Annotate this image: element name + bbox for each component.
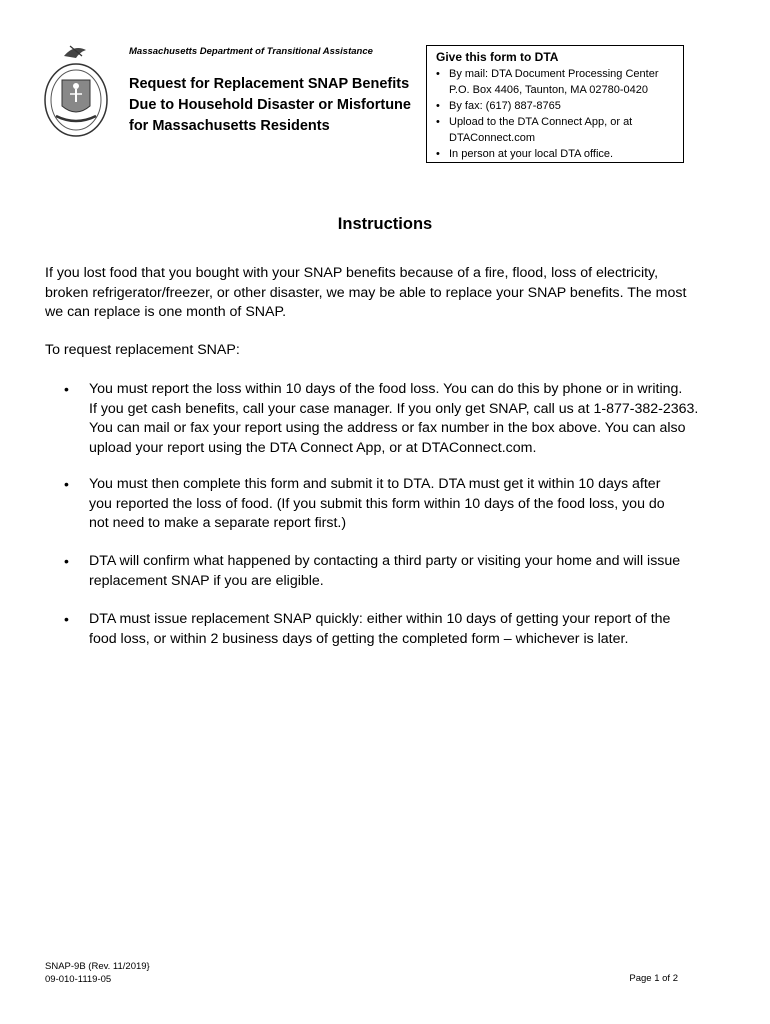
bullet-line: not need to make a separate report first.) bbox=[89, 515, 347, 531]
form-title-line: Request for Replacement SNAP Benefits bbox=[129, 76, 410, 92]
bullet-line: DTA must issue replacement SNAP quickly: either within 10 days of getting your report of the bbox=[89, 611, 671, 627]
bullet-line: If you get cash benefits, call your case manager. If you only get SNAP, call us at 1-877-382-2363. bbox=[89, 400, 699, 417]
submission-info-box bbox=[426, 45, 684, 163]
bullet-icon: • bbox=[64, 381, 69, 397]
agency-name: Massachusetts Department of Transitional Assistance bbox=[129, 46, 373, 57]
bullet-icon: • bbox=[436, 148, 440, 160]
bullet-line: upload your report using the DTA Connect App, or at DTAConnect.com. bbox=[89, 439, 537, 456]
intro-paragraph bbox=[45, 264, 735, 323]
submission-method-item bbox=[436, 114, 675, 146]
submission-method-text: In person at your local DTA office. bbox=[449, 148, 614, 160]
bullet-line: You must then complete this form and submit it to DTA. DTA must get it within 10 days after bbox=[89, 476, 661, 492]
bullet-line: food loss, or within 2 business days of getting the completed form – whichever is later. bbox=[89, 630, 629, 647]
submission-method-text: Upload to the DTA Connect App, or at bbox=[449, 116, 633, 128]
submission-box-heading: Give this form to DTA bbox=[436, 50, 559, 64]
bullet-line: you reported the loss of food. (If you submit this form within 10 days of the food loss, you do bbox=[89, 495, 665, 512]
form-code: 09-010-1119-05 bbox=[45, 974, 112, 985]
bullet-icon: • bbox=[64, 553, 69, 569]
submission-method-text: By mail: DTA Document Processing Center bbox=[449, 68, 659, 80]
to-request-label: To request replacement SNAP: bbox=[45, 342, 240, 358]
submission-method-item bbox=[436, 66, 675, 98]
bullet-icon: • bbox=[436, 100, 440, 112]
page-number: Page 1 of 2 bbox=[629, 973, 678, 984]
form-title bbox=[129, 74, 411, 137]
bullet-line: You can mail or fax your report using the address or fax number in the box above. You can also bbox=[89, 420, 686, 436]
bullet-line: replacement SNAP if you are eligible. bbox=[89, 572, 324, 589]
form-title-line: for Massachusetts Residents bbox=[129, 118, 330, 134]
instructions-heading: Instructions bbox=[337, 215, 433, 233]
bullet-icon: • bbox=[436, 68, 440, 80]
form-title-line: Due to Household Disaster or Misfortune bbox=[129, 97, 411, 113]
bullet-icon: • bbox=[64, 611, 69, 627]
submission-method-item bbox=[436, 146, 675, 162]
intro-line: broken refrigerator/freezer, or other disaster, we may be able to replace your SNAP benefits. The most bbox=[45, 284, 687, 301]
submission-method-item bbox=[436, 98, 675, 114]
intro-line: we can replace is one month of SNAP. bbox=[45, 304, 287, 320]
bullet-line: You must report the loss within 10 days of the food loss. You can do this by phone or in writing. bbox=[89, 381, 683, 397]
submission-method-text: DTAConnect.com bbox=[449, 132, 535, 144]
bullet-line: DTA will confirm what happened by contacting a third party or visiting your home and will issue bbox=[89, 553, 681, 569]
submission-method-text: P.O. Box 4406, Taunton, MA 02780-0420 bbox=[449, 84, 648, 96]
intro-line: If you lost food that you bought with your SNAP benefits because of a fire, flood, loss of electricity, bbox=[45, 265, 659, 281]
form-number: SNAP-9B (Rev. 11/2019} bbox=[45, 961, 150, 972]
state-seal-icon bbox=[42, 42, 110, 138]
bullet-icon: • bbox=[436, 116, 440, 128]
bullet-icon: • bbox=[64, 476, 69, 492]
form-footer-id bbox=[45, 960, 150, 986]
submission-method-text: By fax: (617) 887-8765 bbox=[449, 100, 561, 112]
